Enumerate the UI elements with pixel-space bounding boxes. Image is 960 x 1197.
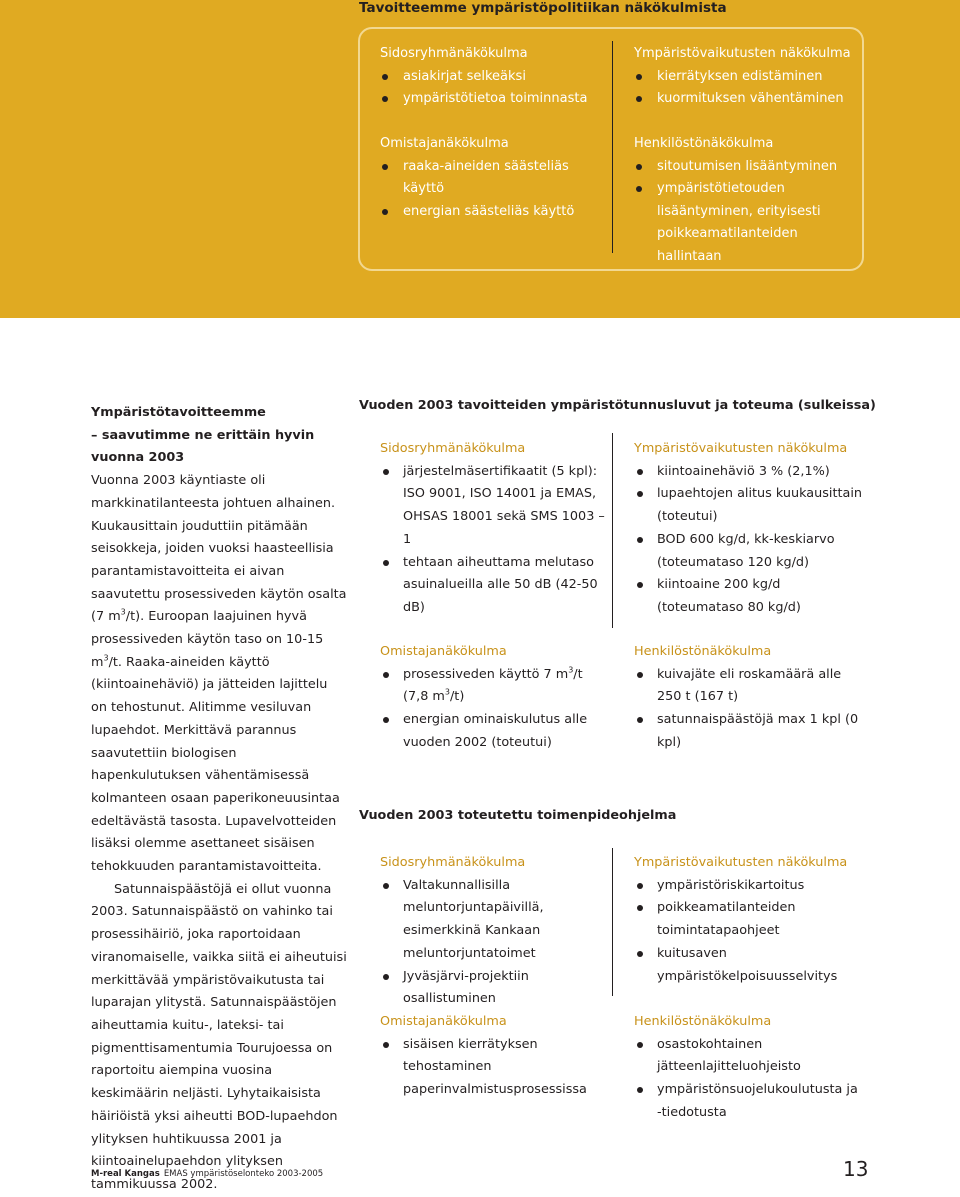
footer-brand: M-real Kangas [91, 1169, 160, 1179]
quadrant-heading: Ympäristövaikutusten näkökulma [634, 855, 848, 870]
quadrant-heading: Sidosryhmänäkökulma [380, 855, 526, 870]
section-title-2003-actions: Vuoden 2003 toteutettu toimenpideohjelma [359, 808, 677, 823]
quadrant-heading: Ympäristövaikutusten näkökulma [634, 441, 848, 456]
article-subheading: – saavutimme ne erittäin hyvin vuonna 2003 [91, 427, 315, 466]
quadrant-heading: Ympäristövaikutusten näkökulma [634, 46, 851, 61]
targets-environment [634, 438, 864, 620]
list-item: osastokohtainen jätteenlajitteluohjeisto [634, 1034, 864, 1079]
targets-owner [380, 641, 606, 755]
goals-quadrant-owner [380, 133, 600, 223]
list-item: sisäisen kierrätyksen tehostaminen paperinvalmistusprosessissa [380, 1034, 606, 1102]
list-item: raaka-aineiden säästeliäs käyttö [380, 156, 600, 201]
goals-quadrant-personnel [634, 133, 856, 268]
left-column-article [91, 402, 347, 1197]
quadrant-heading: Omistajanäkökulma [380, 136, 509, 151]
list-item: ympäristötietoa toiminnasta [380, 88, 610, 111]
actions-stakeholder [380, 852, 606, 1011]
list-item: poikkeamatilanteiden toimintatapaohjeet [634, 897, 864, 942]
list-item: Valtakunnallisilla meluntorjuntapäivillä, esimerkkinä Kankaan meluntorjuntatoimet [380, 875, 606, 966]
list-item: energian säästeliäs käyttö [380, 201, 600, 224]
article-paragraph-2: Satunnaispäästöjä ei ollut vuonna 2003. Satunnaispäästö on vahinko tai prosessihäiriö, joka raportoidaan viranomaiselle, vaikka siitä ei aiheutuisi merkittävää ympäristövaikutusta tai luparajan ylitystä. Satunnaispäästöjen aiheuttamia kuitu-, lateksi- tai pigmenttisamentumia Tourujoessa on raportoitu aiempina vuosina keskimäärin neljästi. Lyhytaikaisista häiriöistä yksi aiheutti BOD-lupaehdon ylityksen huhtikuussa 2001 ja kiintoainelupaehdon ylityksen tammikuussa 2002. [91, 881, 347, 1192]
quadrant-heading: Omistajanäkökulma [380, 644, 507, 659]
targets-personnel [634, 641, 864, 755]
quadrant-heading: Sidosryhmänäkökulma [380, 46, 528, 61]
list-item: ympäristötietouden lisääntyminen, erityisesti poikkeamatilanteiden hallintaan [634, 178, 856, 268]
list-item: energian ominaiskulutus alle vuoden 2002 (toteutui) [380, 709, 606, 754]
list-item: ympäristöriskikartoitus [634, 875, 864, 898]
list-item: ympäristönsuojelukoulutusta ja -tiedotusta [634, 1079, 864, 1124]
article-heading: Ympäristötavoitteemme [91, 405, 266, 420]
quadrant-heading: Henkilöstönäkökulma [634, 1014, 772, 1029]
list-item: Jyväsjärvi-projektiin osallistuminen [380, 966, 606, 1011]
quadrant-heading: Omistajanäkökulma [380, 1014, 507, 1029]
quadrant-heading: Sidosryhmänäkökulma [380, 441, 526, 456]
list-item: kiintoainehäviö 3 % (2,1%) [634, 461, 864, 484]
list-item: BOD 600 kg/d, kk-keskiarvo (toteumataso 120 kg/d) [634, 529, 864, 574]
list-item: järjestelmäsertifikaatit (5 kpl): ISO 9001, ISO 14001 ja EMAS, OHSAS 18001 sekä SMS 1003 – 1 [380, 461, 606, 552]
list-item: sitoutumisen lisääntyminen [634, 156, 856, 179]
list-item: kuivajäte eli roskamäärä alle 250 t (167 t) [634, 664, 864, 709]
list-item: kuitusaven ympäristökelpoisuusselvitys [634, 943, 864, 988]
quadrant-heading: Henkilöstönäkökulma [634, 136, 774, 151]
page-footer [91, 1168, 323, 1180]
goals-quadrant-environment [634, 43, 856, 111]
quadrant-heading: Henkilöstönäkökulma [634, 644, 772, 659]
list-item: lupaehtojen alitus kuukausittain (toteutui) [634, 483, 864, 528]
list-item: kierrätyksen edistäminen [634, 66, 856, 89]
actions-personnel [634, 1011, 864, 1125]
section-title-2003-targets: Vuoden 2003 tavoitteiden ympäristötunnusluvut ja toteuma (sulkeissa) [359, 398, 876, 413]
list-item: asiakirjat selkeäksi [380, 66, 610, 89]
goals-divider [612, 41, 613, 253]
article-paragraph-1: Vuonna 2003 käyntiaste oli markkinatilanteesta johtuen alhainen. Kuukausittain jouduttiin pitämään seisokkeja, joiden vuoksi haasteellisia parantamistavoitteita ei aivan saavutettu prosessiveden käytön osalta (7 $m^3/t$). Euroopan laajuinen hyvä prosessiveden käytön taso on 10-15 $m^3/t$. Raaka-aineiden käyttö (kiintoainehäviö) ja jätteiden lajittelu on tehostunut. Alitimme vesiluvan lupaehdot. Merkittävä parannus saavutettiin biologisen hapenkulutuksen vähentämisessä kolmanteen osaan paperikoneuusintaa edeltävästä tasosta. Lupavelvotteiden lisäksi olemme asettaneet sisäisen tehokkuuden parantamistavoitteita. [91, 473, 347, 875]
list-item: tehtaan aiheuttama melutaso asuinalueilla alle 50 dB (42-50 dB) [380, 552, 606, 620]
actions-owner [380, 1011, 606, 1102]
page-number: 13 [843, 1157, 869, 1181]
top-title: Tavoitteemme ympäristöpolitiikan näkökulmista [359, 0, 727, 16]
section-divider [612, 848, 613, 996]
footer-text: EMAS ympäristöselonteko 2003-2005 [163, 1169, 324, 1179]
goals-quadrant-stakeholder [380, 43, 610, 111]
actions-environment [634, 852, 864, 988]
list-item: prosessiveden käyttö 7 $m^3/t$ (7,8 $m^3/t$) [380, 664, 606, 709]
list-item: satunnaispäästöjä max 1 kpl (0 kpl) [634, 709, 864, 754]
list-item: kiintoaine 200 kg/d (toteumataso 80 kg/d) [634, 574, 864, 619]
list-item: kuormituksen vähentäminen [634, 88, 856, 111]
section-divider [612, 433, 613, 628]
targets-stakeholder [380, 438, 606, 620]
